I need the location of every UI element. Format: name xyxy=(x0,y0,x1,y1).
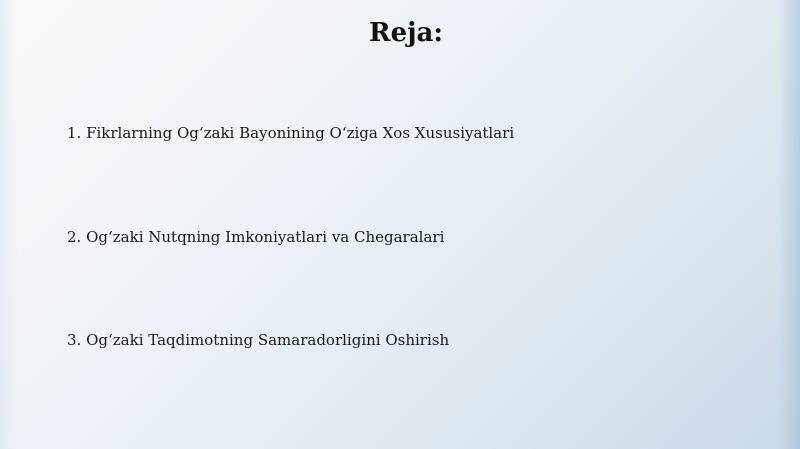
plan-item-number: 3. xyxy=(67,331,82,349)
slide-left-shade xyxy=(0,0,18,449)
plan-item-2 xyxy=(67,228,444,246)
plan-item-text: Og‘zaki Taqdimotning Samaradorligini Oshirish xyxy=(86,331,450,349)
plan-item-text: Fikrlarning Og‘zaki Bayonining O‘ziga Xos Xususiyatlari xyxy=(86,124,515,142)
slide-title: Reja: xyxy=(368,18,443,48)
plan-item-3 xyxy=(67,331,449,349)
slide-right-shade xyxy=(778,0,800,449)
plan-item-number: 2. xyxy=(67,228,82,246)
plan-item-number: 1. xyxy=(67,124,82,142)
plan-item-text: Og‘zaki Nutqning Imkoniyatlari va Chegaralari xyxy=(86,228,445,246)
plan-item-1 xyxy=(67,124,514,142)
